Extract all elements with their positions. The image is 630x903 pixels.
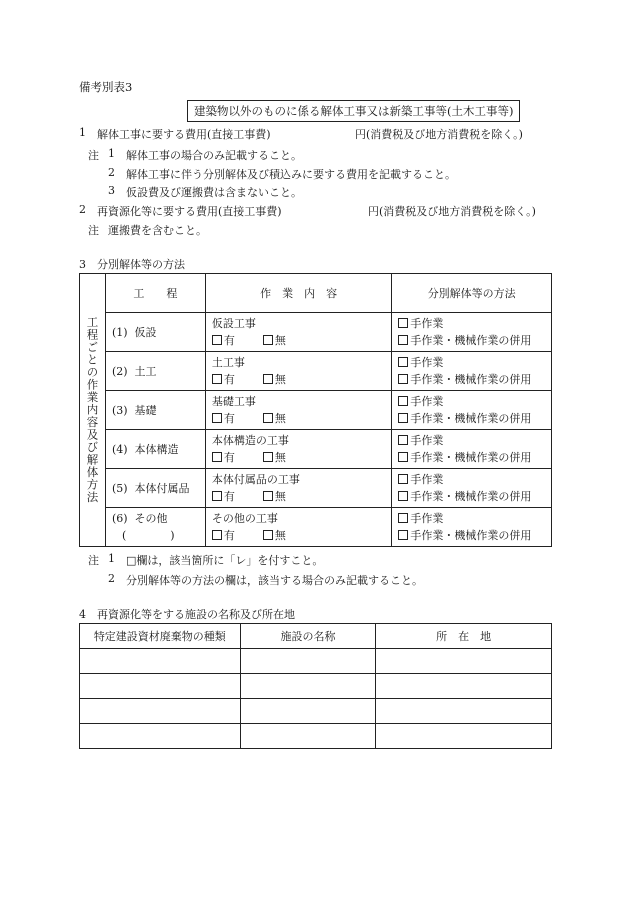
manual-machine-checkbox[interactable]: 手作業・機械作業の併用 [398,449,551,466]
table-row [80,649,552,674]
section3-title: 3 分別解体等の方法 [79,258,185,271]
location-cell[interactable] [376,674,552,699]
method-cell [392,508,552,547]
process-name: 仮設 [134,326,157,339]
work-name: 基礎工事 [211,395,256,408]
manual-machine-checkbox[interactable]: 手作業・機械作業の併用 [398,488,551,505]
process-name: 本体付属品 [134,482,190,495]
facility-name-cell[interactable] [240,674,376,699]
table-row [80,313,552,352]
note2-text: 運搬費を含むこと。 [108,224,207,237]
waste-type-cell[interactable] [80,649,241,674]
side-label-cell [80,274,106,547]
note1-head: 注 [88,149,99,162]
manual-checkbox[interactable]: 手作業 [398,510,551,527]
yes-checkbox[interactable]: 有 [212,490,235,503]
header-process: 工 程 [105,274,205,313]
table-row [80,699,552,724]
waste-type-cell[interactable] [80,699,241,724]
header-work: 作 業 内 容 [205,274,392,313]
table-row [80,508,552,547]
process-cell [105,430,205,469]
location-cell[interactable] [376,699,552,724]
manual-machine-checkbox[interactable]: 手作業・機械作業の併用 [398,527,551,544]
table-row [80,724,552,749]
waste-type-cell[interactable] [80,674,241,699]
header-waste-type: 特定建設資材廃棄物の種類 [80,624,241,649]
note3-head: 注 [88,554,99,567]
work-name: その他の工事 [211,512,278,525]
method-cell [392,352,552,391]
work-cell [205,313,392,352]
section1-number: 1 [79,126,86,139]
work-cell [205,508,392,547]
note3-item-num: 1 [108,552,115,565]
header-location: 所 在 地 [376,624,552,649]
process-name: その他 [134,512,168,525]
yes-checkbox[interactable]: 有 [212,529,235,542]
table-row [80,674,552,699]
manual-checkbox[interactable]: 手作業 [398,354,551,371]
section2-unit: 円(消費税及び地方消費税を除く。) [368,205,536,218]
process-name: 本体構造 [134,443,179,456]
note3-item-text: 分別解体等の方法の欄は，該当する場合のみ記載すること。 [126,574,423,587]
process-cell [105,352,205,391]
section1-label: 解体工事に要する費用(直接工事費) [97,128,271,141]
header-facility-name: 施設の名称 [240,624,376,649]
no-checkbox[interactable]: 無 [263,529,286,542]
work-name: 本体付属品の工事 [211,473,300,486]
process-cell [105,313,205,352]
work-cell [205,430,392,469]
side-label: 工程ごとの作業内容及び解体方法 [85,316,100,504]
manual-machine-checkbox[interactable]: 手作業・機械作業の併用 [398,371,551,388]
yes-checkbox[interactable]: 有 [212,334,235,347]
header-method: 分別解体等の方法 [392,274,552,313]
process-cell [105,508,205,547]
no-checkbox[interactable]: 無 [263,373,286,386]
manual-machine-checkbox[interactable]: 手作業・機械作業の併用 [398,410,551,427]
note1-item-num: 1 [108,147,115,160]
no-checkbox[interactable]: 無 [263,451,286,464]
process-number: (5) [111,482,128,495]
work-name: 本体構造の工事 [211,434,289,447]
facility-name-cell[interactable] [240,649,376,674]
section2-number: 2 [79,203,86,216]
process-name: 土工 [134,365,157,378]
yes-checkbox[interactable]: 有 [212,373,235,386]
note1-item-text: 解体工事の場合のみ記載すること。 [126,149,302,162]
note1-item-num: 2 [108,166,115,179]
process-number: (4) [111,443,128,456]
table-row [80,430,552,469]
section4-title: 4 再資源化等をする施設の名称及び所在地 [79,608,295,621]
work-name: 仮設工事 [211,317,256,330]
facility-name-cell[interactable] [240,724,376,749]
no-checkbox[interactable]: 無 [263,334,286,347]
note1-item-num: 3 [108,184,115,197]
method-cell [392,313,552,352]
process-name: 基礎 [134,404,157,417]
facility-name-cell[interactable] [240,699,376,724]
yes-checkbox[interactable]: 有 [212,451,235,464]
no-checkbox[interactable]: 無 [263,412,286,425]
table-row [80,469,552,508]
note1-item-text: 仮設費及び運搬費は含まないこと。 [126,186,302,199]
note2-head: 注 [88,224,99,237]
section1-unit: 円(消費税及び地方消費税を除く。) [355,128,523,141]
table-row [80,352,552,391]
section2-label: 再資源化等に要する費用(直接工事費) [97,205,282,218]
note3-item-text: □欄は，該当箇所に「レ」を付すこと。 [126,554,324,567]
table-row [80,391,552,430]
manual-checkbox[interactable]: 手作業 [398,471,551,488]
process-number: (3) [111,404,128,417]
work-cell [205,391,392,430]
process-number: (6) [111,512,128,525]
work-name: 土工事 [211,356,245,369]
work-cell [205,469,392,508]
no-checkbox[interactable]: 無 [263,490,286,503]
location-cell[interactable] [376,724,552,749]
method-cell [392,469,552,508]
yes-checkbox[interactable]: 有 [212,412,235,425]
manual-checkbox[interactable]: 手作業 [398,315,551,332]
method-cell [392,391,552,430]
work-cell [205,352,392,391]
separation-method-table [79,273,552,547]
facility-table [79,623,552,749]
manual-checkbox[interactable]: 手作業 [398,393,551,410]
note3-item-num: 2 [108,572,115,585]
location-cell[interactable] [376,649,552,674]
process-cell [105,469,205,508]
other-process-paren[interactable]: ( ) [121,529,175,542]
method-cell [392,430,552,469]
manual-machine-checkbox[interactable]: 手作業・機械作業の併用 [398,332,551,349]
waste-type-cell[interactable] [80,724,241,749]
form-title: 建築物以外のものに係る解体工事又は新築工事等(土木工事等) [187,100,520,122]
note1-item-text: 解体工事に伴う分別解体及び積込みに要する費用を記載すること。 [126,168,456,181]
process-cell [105,391,205,430]
form-header: 備考別表3 [79,80,133,94]
process-number: (1) [111,326,128,339]
process-number: (2) [111,365,128,378]
manual-checkbox[interactable]: 手作業 [398,432,551,449]
